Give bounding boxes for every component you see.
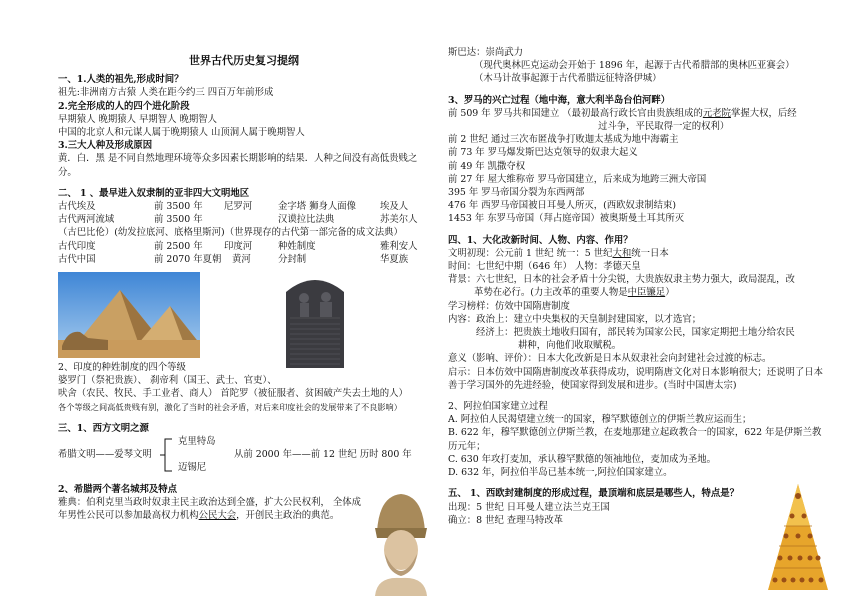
- polis-head: 2、希腊两个著名城邦及特点: [58, 484, 178, 496]
- caste-head: 2、印度的种姓制度的四个等级: [58, 362, 186, 374]
- arab-head: 2、阿拉伯国家建立过程: [448, 401, 548, 413]
- s1-q1: 一、1.人类的祖先,形成时间？: [58, 74, 184, 86]
- s5-appear: 出现：5 世纪 日耳曼人建立法兰克王国: [448, 501, 610, 513]
- aegean-tree: 希腊文明——爱琴文明 克里特岛 迈锡尼 从前 2000 年——前 12 世纪 历时 800 年: [58, 436, 412, 474]
- rome-476: 476 年 西罗马帝国被日耳曼人所灭，(西欧奴隶制结束): [448, 200, 677, 212]
- arab-d: D. 632 年，阿拉伯半岛已基本统一,阿拉伯国家建立。: [448, 467, 673, 479]
- s1-a3: 黄．白．黑 是不同自然地理环境等众多因素长期影响的结果．人种之间没有高低贵贱之分。: [58, 153, 418, 178]
- taika-time: 时间：七世纪中期（646 年） 人物：孝德天皇: [448, 261, 641, 273]
- taika-origin: 文明初现：公元前 1 世纪 统一：5 世纪大和统一日本: [448, 247, 669, 259]
- caste-line-3: 各个等级之间高低贵贱有别，激化了当时的社会矛盾，对后来印度社会的发展带来了不良影响）: [58, 401, 402, 412]
- s3-head: 三、1、西方文明之源: [58, 422, 149, 434]
- athens-text: 雅典：伯利克里当政时奴隶主民主政治达到全盛，扩大公民权利， 全体成年男性公民可以参加最高权力机构公民大会，开创民主政治的典范。: [58, 497, 361, 522]
- s1-a2: 早期猿人 晚期猿人 早期智人 晚期智人: [58, 113, 217, 125]
- civ-row-egypt: 古代埃及 前 3500 年 尼罗河 金字塔 狮身人面像 埃及人: [58, 201, 409, 213]
- rome-73: 前 73 年 罗马爆发斯巴达克领导的奴隶大起义: [448, 147, 638, 159]
- civ-row-china: 古代中国 前 2070 年夏朝 黄河 分封制 华夏族: [58, 253, 409, 265]
- caste-line-1: 婆罗门（祭祀贵族）、 刹帝利（国王、武士、官吏）、: [58, 375, 277, 387]
- rome-395: 395 年 罗马帝国分裂为东西两部: [448, 187, 585, 199]
- taika-background-cont: 革势在必行。(力主改革的重要人物是中臣镰足）: [474, 287, 675, 299]
- civ-row-india: 古代印度 前 2500 年 印度河 种姓制度 雅利安人: [58, 240, 418, 252]
- taika-lesson: 启示：日本仿效中国隋唐制度改革获得成功，说明隋唐文化对日本影响很大；还说明了日本善于学习国外的先进经验，使国家得到发展和进步。(当时中国唐太宗): [448, 366, 824, 391]
- rome-509: 前 509 年 罗马共和国建立 （最初最高行政长官由贵族组成的元老院掌握大权，后经: [448, 107, 797, 119]
- taika-economy: 经济上：把贵族土地收归国有，部民转为国家公民，国家定期把土地分给农民: [476, 327, 795, 339]
- s1-a1: 祖先:非洲南方古猿 人类在距今约三 四百万年前形成: [58, 87, 274, 99]
- s5-establish: 确立：8 世纪 查理马特改革: [448, 514, 564, 526]
- s1-q3: 3.三大人种及形成原因: [58, 140, 153, 152]
- rome-head: 3、罗马的兴亡过程（地中海，意大利半岛台伯河畔）: [448, 94, 671, 106]
- left-column: [58, 0, 430, 523]
- caste-line-2: 吠舍（农民、牧民、手工业者、商人） 首陀罗（被征服者、贫困破产失去土地的人）: [58, 388, 408, 400]
- arab-b: B. 622 年，穆罕默德创立伊斯兰教，在麦地那建立起政教合一的国家，622 年是伊斯兰教历元年；: [448, 427, 822, 452]
- rome-1453: 1453 年 东罗马帝国（拜占庭帝国）被奥斯曼土耳其所灭: [448, 213, 685, 225]
- rome-509-cont: 过斗争，平民取得一定的权利）: [598, 121, 730, 133]
- taika-meaning: 意义（影响、评价）：日本大化改新是日本从奴隶社会向封建社会过渡的标志。: [448, 353, 772, 365]
- pyramids-image: [58, 272, 200, 358]
- right-column: [448, 0, 830, 527]
- s1-q2: 2.完全形成的人的四个进化阶段: [58, 100, 190, 112]
- taika-economy-cont: 耕种，向他们收取赋税。: [518, 340, 622, 352]
- civ-row-mesopotamia: 古代两河流域 前 3500 年 汉谟拉比法典 苏美尔人: [58, 214, 418, 226]
- taika-background: 背景：六七世纪，日本的社会矛盾十分尖锐，大贵族奴隶主势力强大，政局混乱，改: [448, 274, 795, 286]
- rome-2c: 前 2 世纪 通过三次布匿战争打败迦太基成为地中海霸主: [448, 134, 679, 146]
- feudal-pyramid-image: [766, 482, 830, 592]
- rome-27: 前 27 年 屋大维称帝 罗马帝国建立，后来成为地跨三洲大帝国: [448, 173, 707, 185]
- s1-a2b: 中国的北京人和元谋人属于晚期猿人 山顶洞人属于晚期智人: [58, 127, 305, 139]
- s2-head: 二、 1 、最早进入奴隶制的亚非四大文明地区: [58, 187, 250, 199]
- taika-model: 学习榜样：仿效中国隋唐制度: [448, 300, 570, 312]
- pericles-bust-image: [367, 492, 433, 596]
- taika-politics: 内容：政治上：建立中央集权的天皇制封建国家，以才选官；: [448, 313, 702, 325]
- page-title: 世界古代历史复习提纲: [189, 54, 299, 67]
- rome-49: 前 49 年 凯撒夺权: [448, 160, 526, 172]
- olympics-note: （现代奥林匹克运动会开始于 1896 年，起源于古代希腊部的奥林匹亚赛会）: [474, 60, 795, 72]
- sparta-text: 斯巴达：崇尚武力: [448, 47, 524, 58]
- s5-head: 五、 1、西欧封建制度的形成过程，最顶端和底层是哪些人，特点是？: [448, 488, 740, 500]
- s4-head: 四、1、大化改新时间、人物、内容、作用？: [448, 234, 633, 246]
- arab-c: C. 630 年攻打麦加，承认穆罕默德的领袖地位，麦加成为圣地。: [448, 453, 717, 465]
- civ-note: （古巴比伦）(幼发拉底河、底格里斯河)（世界现存的古代第一部完备的成文法典）: [58, 227, 403, 239]
- brace-icon: [160, 437, 174, 473]
- hammurabi-stele-image: [276, 272, 354, 368]
- arab-a: A. 阿拉伯人民渴望建立统一的国家，穆罕默德创立的伊斯兰教应运而生；: [448, 414, 752, 426]
- trojan-note: （木马计故事起源于古代希腊远征特洛伊城）: [474, 73, 662, 85]
